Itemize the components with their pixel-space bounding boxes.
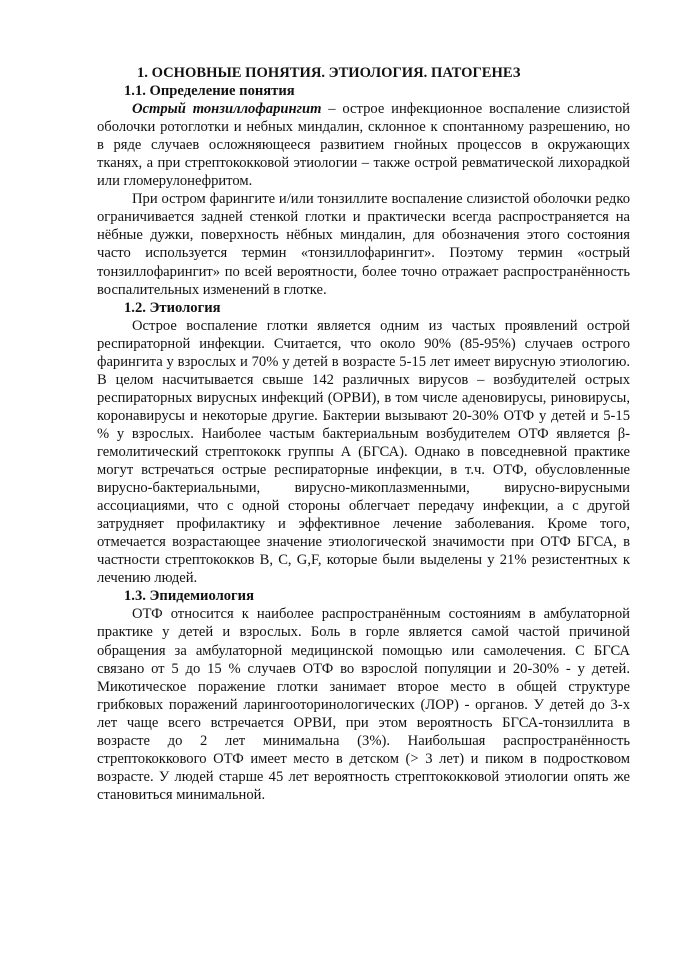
paragraph-epidemiology: ОТФ относится к наиболее распространённым состояниям в амбулаторной практике у детей и взрослых. Боль в горле является самой частой причиной обращения за амбулаторной медицинской помощью или самолечения. С БГСА связано от 5 до 15 % случаев ОТФ во взрослой популяции и 20-30% - у детей. Микотическое поражение глотки занимает второе место в общей структуре грибковых поражений ларингооторинологических (ЛОР) - органов. У детей до 3-х лет чаще всего встречается ОРВИ, при этом вероятность БГСА-тонзиллита в возрасте до 2 лет минимальна (3%). Наибольшая распространённость стрептококкового ОТФ имеет место в детском (> 3 лет) и пиком в подростковом возрасте. У людей старше 45 лет вероятность стрептококковой этиологии опять же становиться минимальной. [97, 606, 630, 803]
chapter-title: 1. ОСНОВНЫЕ ПОНЯТИЯ. ЭТИОЛОГИЯ. ПАТОГЕНЕЗ [137, 65, 521, 81]
section-heading-epidemiology: 1.3. Эпидемиология [124, 588, 254, 605]
section-heading-definition: 1.1. Определение понятия [124, 83, 295, 100]
section-heading-etiology: 1.2. Этиология [124, 299, 221, 316]
paragraph-definition [97, 100, 630, 190]
defined-term: Острый тонзиллофарингит [132, 101, 322, 118]
paragraph-text: – острое инфекционное воспаление слизистой оболочки ротоглотки и небных миндалин, склонное к спонтанному разрешению, но в ряде случаев осложняющееся развитием гнойных процессов в окружающих тканях, а при стрептококковой этиологии – также острой ревматической лихорадкой или гломерулонефритом. [97, 101, 630, 190]
paragraph-tonsillopharyngitis: При остром фарингите и/или тонзиллите воспаление слизистой оболочки редко ограничивается задней стенкой глотки и практически всегда распространяется на нёбные дужки, поверхность нёбных миндалин, для обозначения этого состояния часто используется термин «тонзиллофарингит». Поэтому термин «острый тонзиллофарингит» по всей вероятности, более точно отражает распространённость воспалительных изменений в глотке. [97, 191, 630, 298]
document-page [97, 64, 630, 804]
paragraph-etiology: Острое воспаление глотки является одним из частых проявлений острой респираторной инфекции. Считается, что около 90% (85-95%) случаев острого фарингита у взрослых и 70% у детей в возрасте 5-15 лет имеет вирусную этиологию. В целом насчитывается свыше 142 различных вирусов – возбудителей острых респираторных вирусных инфекций (ОРВИ), в том числе аденовирусы, риновирусы, коронавирусы и некоторые другие. Бактерии вызывают 20-30% ОТФ у детей и 5-15 % у взрослых. Наиболее частым бактериальным возбудителем ОТФ является β-гемолитический стрептококк группы А (БГСА). Однако в повседневной практике могут встречаться острые респираторные инфекции, в т.ч. ОТФ, обусловленные вирусно-бактериальными, вирусно-микоплазменными, вирусно-вирусными ассоциациями, что с одной стороны облегчает передачу инфекции, а с другой затрудняет профилактику и эффективное лечение заболевания. Кроме того, отмечается возрастающее значение этиологической значимости при ОТФ БГСА, в частности стрептококков B, C, G,F, которые были выделены у 21% резистентных к лечению людей. [97, 317, 630, 587]
